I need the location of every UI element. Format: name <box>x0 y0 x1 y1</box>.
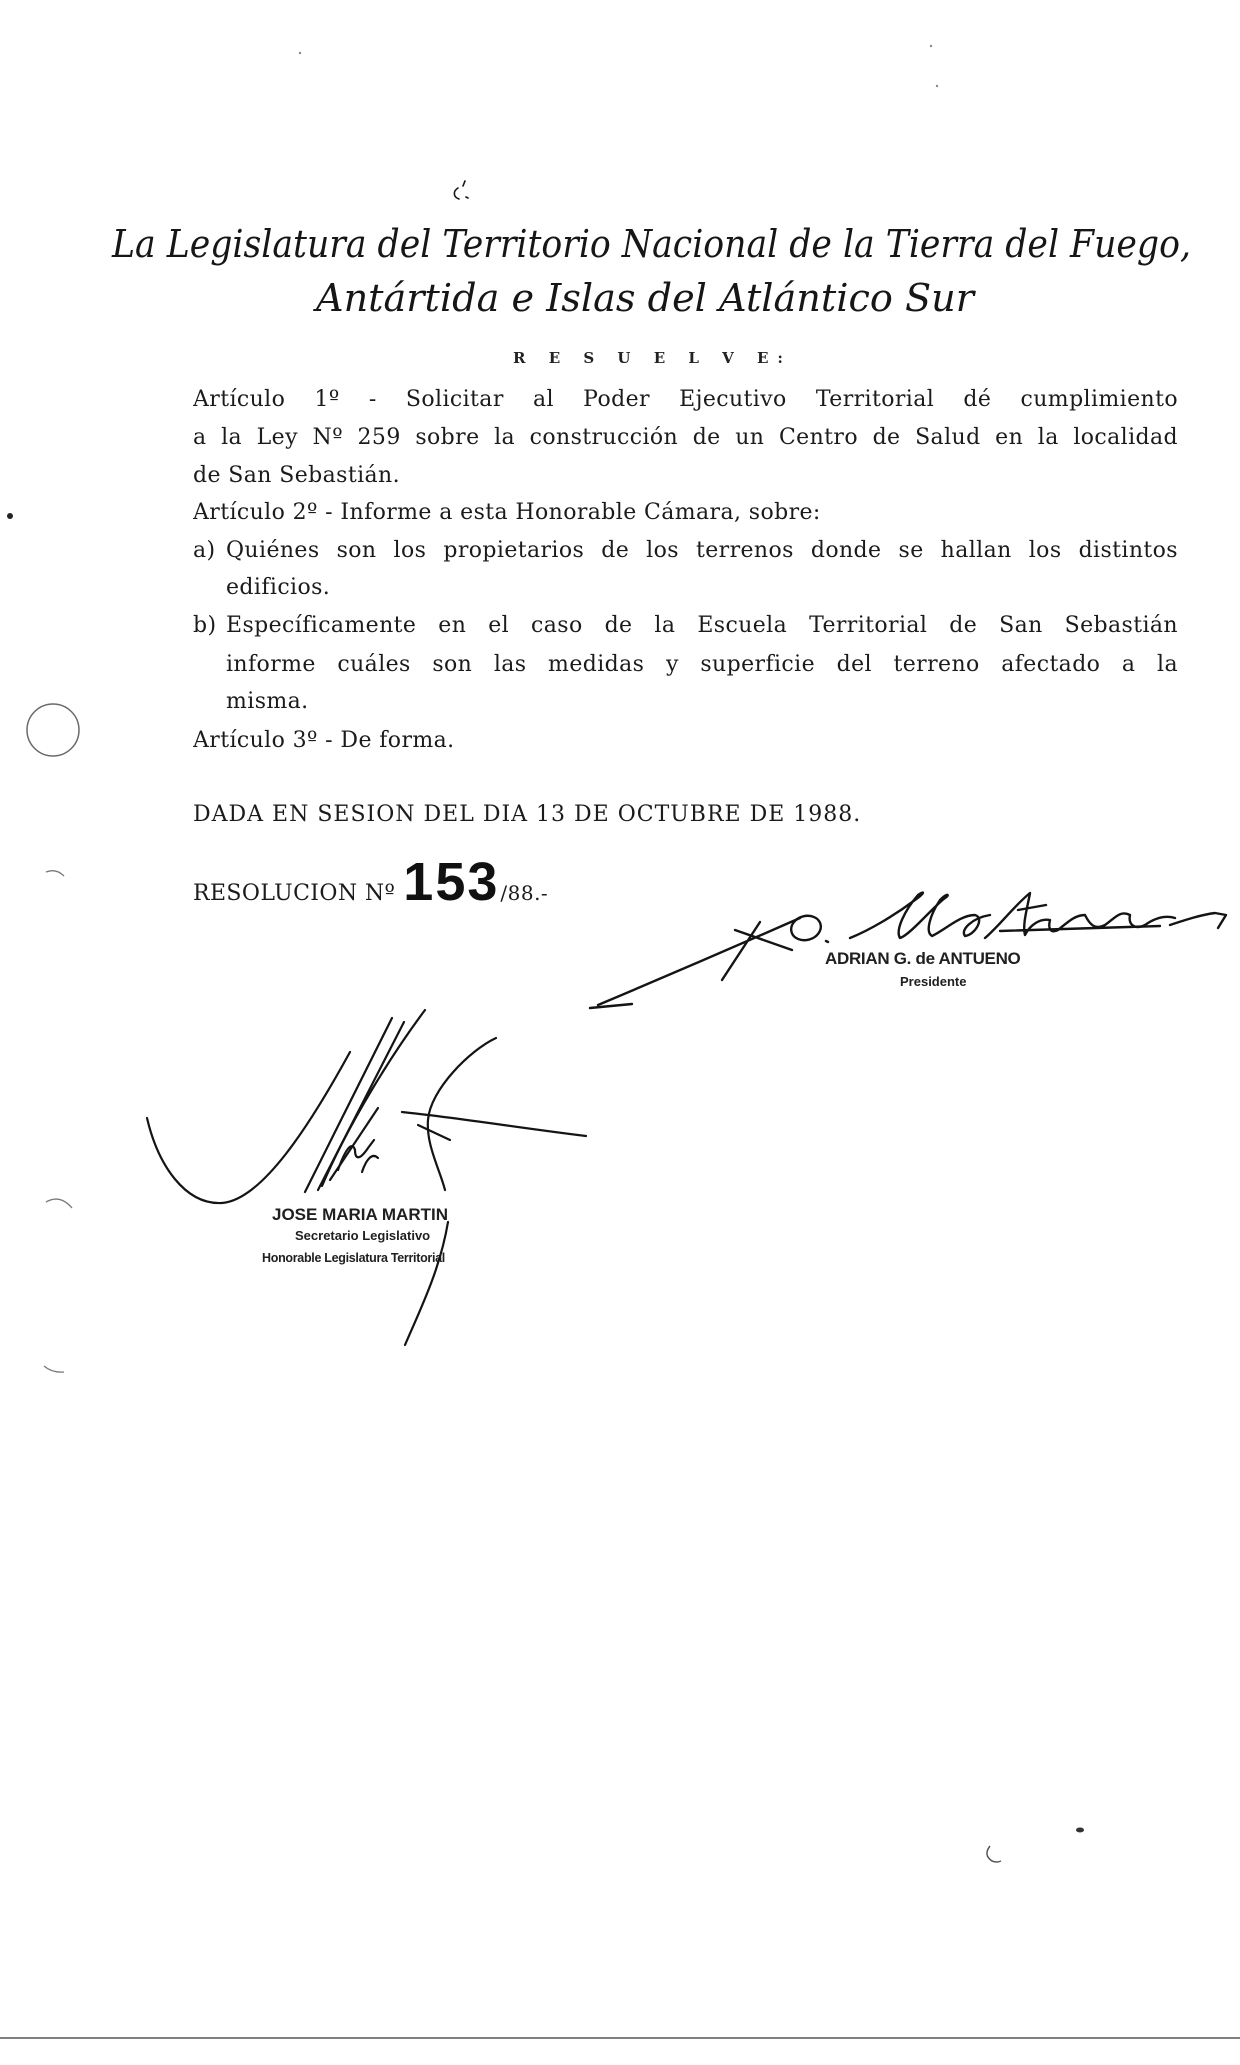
article-1-line-1: Artículo 1º - Solicitar al Poder Ejecutivo Territorial dé cumplimiento <box>193 387 1178 412</box>
letterhead-line-1: La Legislatura del Territorio Nacional de la Tierra del Fuego, <box>111 222 1192 266</box>
item-b-line-2: informe cuáles son las medidas y superficie del terreno afectado a la <box>226 652 1178 677</box>
item-b-line-3: misma. <box>226 689 309 714</box>
signature-stroke <box>850 893 990 938</box>
signature-stroke <box>1170 913 1226 928</box>
scan-mark <box>46 871 64 876</box>
signature-stroke <box>826 941 828 942</box>
item-b-line-1: Específicamente en el caso de la Escuela Territorial de San Sebastián <box>226 613 1178 638</box>
resuelve-heading: R E S U E L V E: <box>513 349 792 367</box>
item-a-line-2: edificios. <box>226 575 331 600</box>
president-name: ADRIAN G. de ANTUENO <box>825 949 1021 968</box>
signature-stroke <box>1018 905 1046 910</box>
session-date: DADA EN SESION DEL DIA 13 DE OCTUBRE DE 1988. <box>193 802 862 827</box>
signature-stroke <box>722 922 760 980</box>
letterhead-line-2: Antártida e Islas del Atlántico Sur <box>312 276 977 320</box>
signature-stroke <box>330 1108 378 1180</box>
article-1-line-3: de San Sebastián. <box>193 463 400 488</box>
article-3-line-1: Artículo 3º - De forma. <box>193 728 455 753</box>
secretary-name: JOSE MARIA MARTIN <box>272 1205 448 1224</box>
scan-dot <box>1076 1828 1084 1833</box>
scan-dot <box>936 85 938 87</box>
signature-stroke <box>418 1125 450 1140</box>
signature-stroke <box>735 930 792 950</box>
signature-stroke <box>985 893 1175 938</box>
signature-stroke <box>338 1140 374 1170</box>
scan-mark <box>44 1366 64 1372</box>
signature-stroke <box>147 1052 350 1203</box>
signature-stroke <box>1000 926 1160 931</box>
item-b-label: b) <box>193 613 217 638</box>
secretary-title: Secretario Legislativo <box>295 1228 431 1243</box>
article-2-line-1: Artículo 2º - Informe a esta Honorable Cámara, sobre: <box>193 500 821 525</box>
letterhead <box>0 150 1240 350</box>
scan-mark <box>46 1199 72 1208</box>
secretary-signature <box>147 1010 586 1345</box>
secretary-institution: Honorable Legislatura Territorial <box>262 1251 445 1265</box>
signature-stroke <box>788 913 823 944</box>
signature-stroke <box>318 1022 404 1190</box>
scan-dot <box>299 52 301 54</box>
scan-dot <box>930 45 932 47</box>
signature-stroke <box>362 1156 378 1172</box>
article-1-line-2: a la Ley Nº 259 sobre la construcción de un Centro de Salud en la localidad <box>193 425 1178 450</box>
punch-hole-mark <box>27 704 79 756</box>
signature-stroke <box>322 1010 425 1186</box>
signature-stroke <box>305 1018 392 1192</box>
signature-stroke <box>428 1038 496 1190</box>
scan-mark <box>987 1846 1001 1862</box>
signature-stroke <box>402 1112 586 1136</box>
resolution-label: RESOLUCION Nº <box>193 881 396 906</box>
scan-dot <box>7 513 13 519</box>
item-a-line-1: Quiénes son los propietarios de los terrenos donde se hallan los distintos <box>226 538 1178 563</box>
resolution-number-line <box>193 851 548 913</box>
president-title: Presidente <box>900 974 967 989</box>
resolution-suffix: /88.- <box>500 881 549 905</box>
signature-stroke <box>590 1004 632 1008</box>
resolution-number-stamp: 153 <box>403 852 500 912</box>
item-a-label: a) <box>193 538 216 563</box>
signature-stroke <box>598 918 800 1005</box>
